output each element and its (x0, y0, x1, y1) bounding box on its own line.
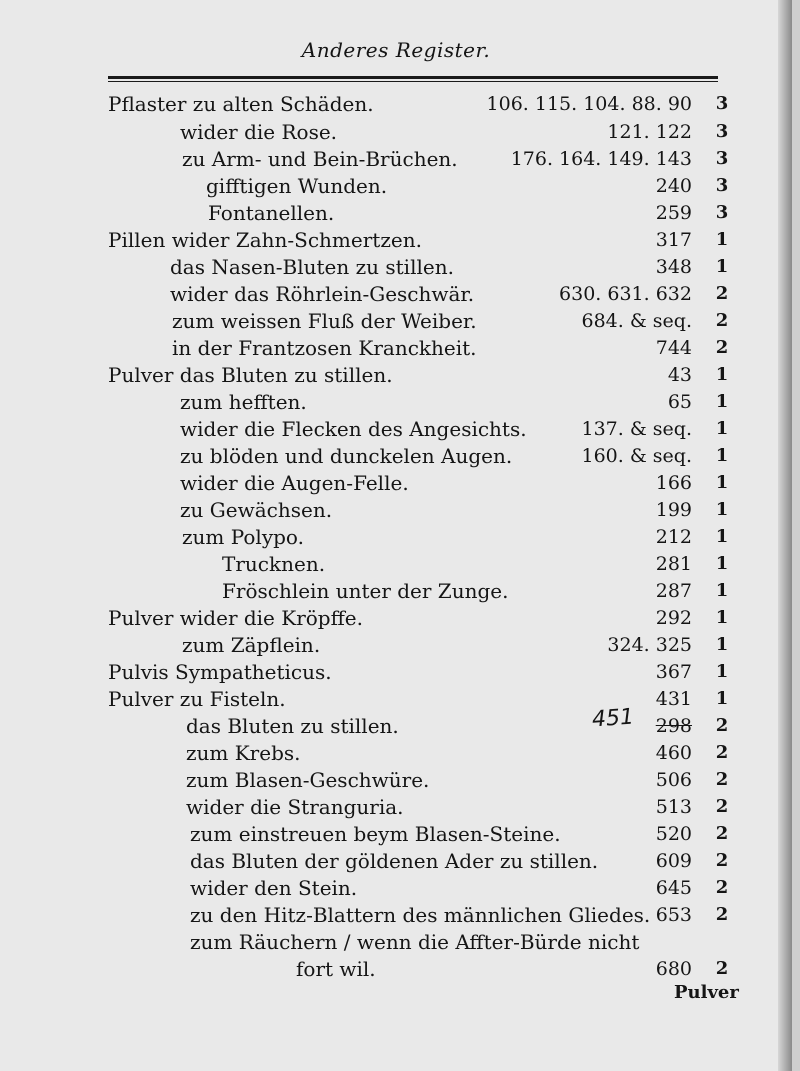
entry-label: zum weissen Fluß der Weiber. (172, 309, 477, 333)
entry-column: 2 (715, 769, 729, 790)
entry-label: zu Gewächsen. (180, 498, 333, 522)
register-entry (0, 712, 792, 740)
register-entry (0, 820, 792, 848)
entry-pages: 292 (655, 607, 692, 629)
register-entry (0, 280, 792, 308)
entry-column: 1 (715, 229, 729, 250)
register-entry (0, 442, 792, 470)
catchword: Pulver (674, 982, 739, 1003)
page-header: Anderes Register. (301, 38, 491, 62)
entry-pages: 431 (655, 688, 692, 710)
entry-pages: 281 (655, 553, 692, 575)
register-entry (0, 550, 792, 578)
entry-label: das Nasen-Bluten zu stillen. (170, 255, 454, 279)
entry-column: 1 (715, 472, 729, 493)
entry-label: in der Frantzosen Kranckheit. (172, 336, 477, 360)
register-entry (0, 523, 792, 551)
entry-pages: 121. 122 (607, 121, 692, 143)
entry-pages: 630. 631. 632 (559, 283, 692, 305)
register-entry (0, 90, 792, 118)
entry-pages: 43 (667, 364, 692, 386)
entry-pages: 65 (667, 391, 692, 413)
entry-column: 3 (715, 121, 729, 142)
register-entry (0, 496, 792, 524)
register-entry (0, 226, 792, 254)
register-entry (0, 793, 792, 821)
entry-pages: 166 (655, 472, 692, 494)
entry-label: zum Krebs. (186, 741, 301, 765)
entry-pages: 212 (655, 526, 692, 548)
handwritten-annotation: 451 (591, 704, 635, 733)
register-entry (0, 685, 792, 713)
entry-column: 2 (715, 796, 729, 817)
entry-label: Fröschlein unter der Zunge. (222, 579, 509, 603)
register-entry (0, 415, 792, 443)
entry-pages: 199 (655, 499, 692, 521)
entry-label: wider die Augen-Felle. (180, 471, 409, 495)
entry-column: 2 (715, 823, 729, 844)
entry-label: Fontanellen. (208, 201, 335, 225)
entry-pages: 240 (655, 175, 692, 197)
register-entry (0, 334, 792, 362)
entry-column: 1 (715, 391, 729, 412)
entry-pages: 317 (655, 229, 692, 251)
register-entry (0, 118, 792, 146)
header-rule-thin (108, 81, 718, 82)
entry-pages: 160. & seq. (581, 445, 692, 467)
entry-column: 1 (715, 580, 729, 601)
entry-column: 1 (715, 553, 729, 574)
register-entry (0, 199, 792, 227)
entry-pages: 680 (655, 958, 692, 980)
entry-column: 3 (715, 202, 729, 223)
entry-pages: 609 (655, 850, 692, 872)
register-entry (0, 631, 792, 659)
entry-pages: 176. 164. 149. 143 (510, 148, 692, 170)
entry-pages: 106. 115. 104. 88. 90 (486, 93, 692, 115)
entry-label: zu blöden und dunckelen Augen. (180, 444, 513, 468)
register-entry (0, 766, 792, 794)
entry-pages: 259 (655, 202, 692, 224)
entry-column: 3 (715, 93, 729, 114)
entry-column: 1 (715, 634, 729, 655)
register-entry (0, 874, 792, 902)
entry-column: 2 (715, 310, 729, 331)
entry-column: 3 (715, 175, 729, 196)
entry-label: zum Räuchern / wenn die Affter-Bürde nicht (190, 930, 640, 954)
entry-label: Pulver das Bluten zu stillen. (108, 363, 393, 387)
entry-pages: 513 (655, 796, 692, 818)
entry-column: 1 (715, 607, 729, 628)
entry-column: 1 (715, 526, 729, 547)
entry-pages: 684. & seq. (581, 310, 692, 332)
entry-label: Pulvis Sympatheticus. (108, 660, 332, 684)
register-entry (0, 361, 792, 389)
entry-label: Pflaster zu alten Schäden. (108, 92, 374, 116)
entry-column: 2 (715, 877, 729, 898)
entry-label: wider die Rose. (180, 120, 338, 144)
entry-column: 1 (715, 364, 729, 385)
entry-pages: 367 (655, 661, 692, 683)
entry-label: fort wil. (296, 957, 376, 981)
entry-column: 1 (715, 499, 729, 520)
entry-pages: 348 (655, 256, 692, 278)
entry-pages: 324. 325 (607, 634, 692, 656)
entry-pages: 506 (655, 769, 692, 791)
register-entry (0, 955, 792, 983)
entry-label: Pillen wider Zahn-Schmertzen. (108, 228, 422, 252)
entry-pages: 645 (655, 877, 692, 899)
entry-column: 1 (715, 256, 729, 277)
entry-label: wider das Röhrlein-Geschwär. (170, 282, 475, 306)
entry-label: zu den Hitz-Blattern des männlichen Gliedes. (190, 903, 651, 927)
entry-label: zum hefften. (180, 390, 307, 414)
entry-label: zum Zäpflein. (182, 633, 321, 657)
entry-column: 1 (715, 418, 729, 439)
register-entry (0, 928, 792, 956)
entry-label: zum einstreuen beym Blasen-Steine. (190, 822, 561, 846)
entry-label: zum Blasen-Geschwüre. (186, 768, 430, 792)
register-entry (0, 145, 792, 173)
entry-pages: 520 (655, 823, 692, 845)
register-entry (0, 388, 792, 416)
entry-label: Trucknen. (222, 552, 326, 576)
entry-label: wider die Flecken des Angesichts. (180, 417, 527, 441)
entry-pages: 460 (655, 742, 692, 764)
entry-pages: 298 (655, 715, 692, 737)
register-entry (0, 739, 792, 767)
entry-label: wider die Stranguria. (186, 795, 404, 819)
register-entry (0, 172, 792, 200)
entry-column: 2 (715, 742, 729, 763)
register-entry (0, 604, 792, 632)
register-entry (0, 658, 792, 686)
register-entry (0, 847, 792, 875)
entry-pages: 137. & seq. (581, 418, 692, 440)
entry-pages: 744 (655, 337, 692, 359)
entry-label: zu Arm- und Bein-Brüchen. (182, 147, 458, 171)
register-entry (0, 253, 792, 281)
entry-column: 2 (715, 337, 729, 358)
entry-label: Pulver zu Fisteln. (108, 687, 286, 711)
entry-column: 1 (715, 661, 729, 682)
entry-column: 3 (715, 148, 729, 169)
entry-column: 2 (715, 958, 729, 979)
entry-label: das Bluten der göldenen Ader zu stillen. (190, 849, 599, 873)
register-entry (0, 901, 792, 929)
entry-label: zum Polypo. (182, 525, 304, 549)
register-entry (0, 307, 792, 335)
entry-column: 2 (715, 715, 729, 736)
register-entry (0, 469, 792, 497)
entry-column: 2 (715, 904, 729, 925)
entry-column: 1 (715, 688, 729, 709)
entry-column: 2 (715, 283, 729, 304)
entry-pages: 287 (655, 580, 692, 602)
entry-column: 2 (715, 850, 729, 871)
entry-pages: 653 (655, 904, 692, 926)
header-rule (108, 76, 718, 79)
entry-label: das Bluten zu stillen. (186, 714, 399, 738)
entry-column: 1 (715, 445, 729, 466)
entry-label: Pulver wider die Kröpffe. (108, 606, 363, 630)
register-entry (0, 577, 792, 605)
entry-label: wider den Stein. (190, 876, 358, 900)
entry-label: gifftigen Wunden. (206, 174, 388, 198)
